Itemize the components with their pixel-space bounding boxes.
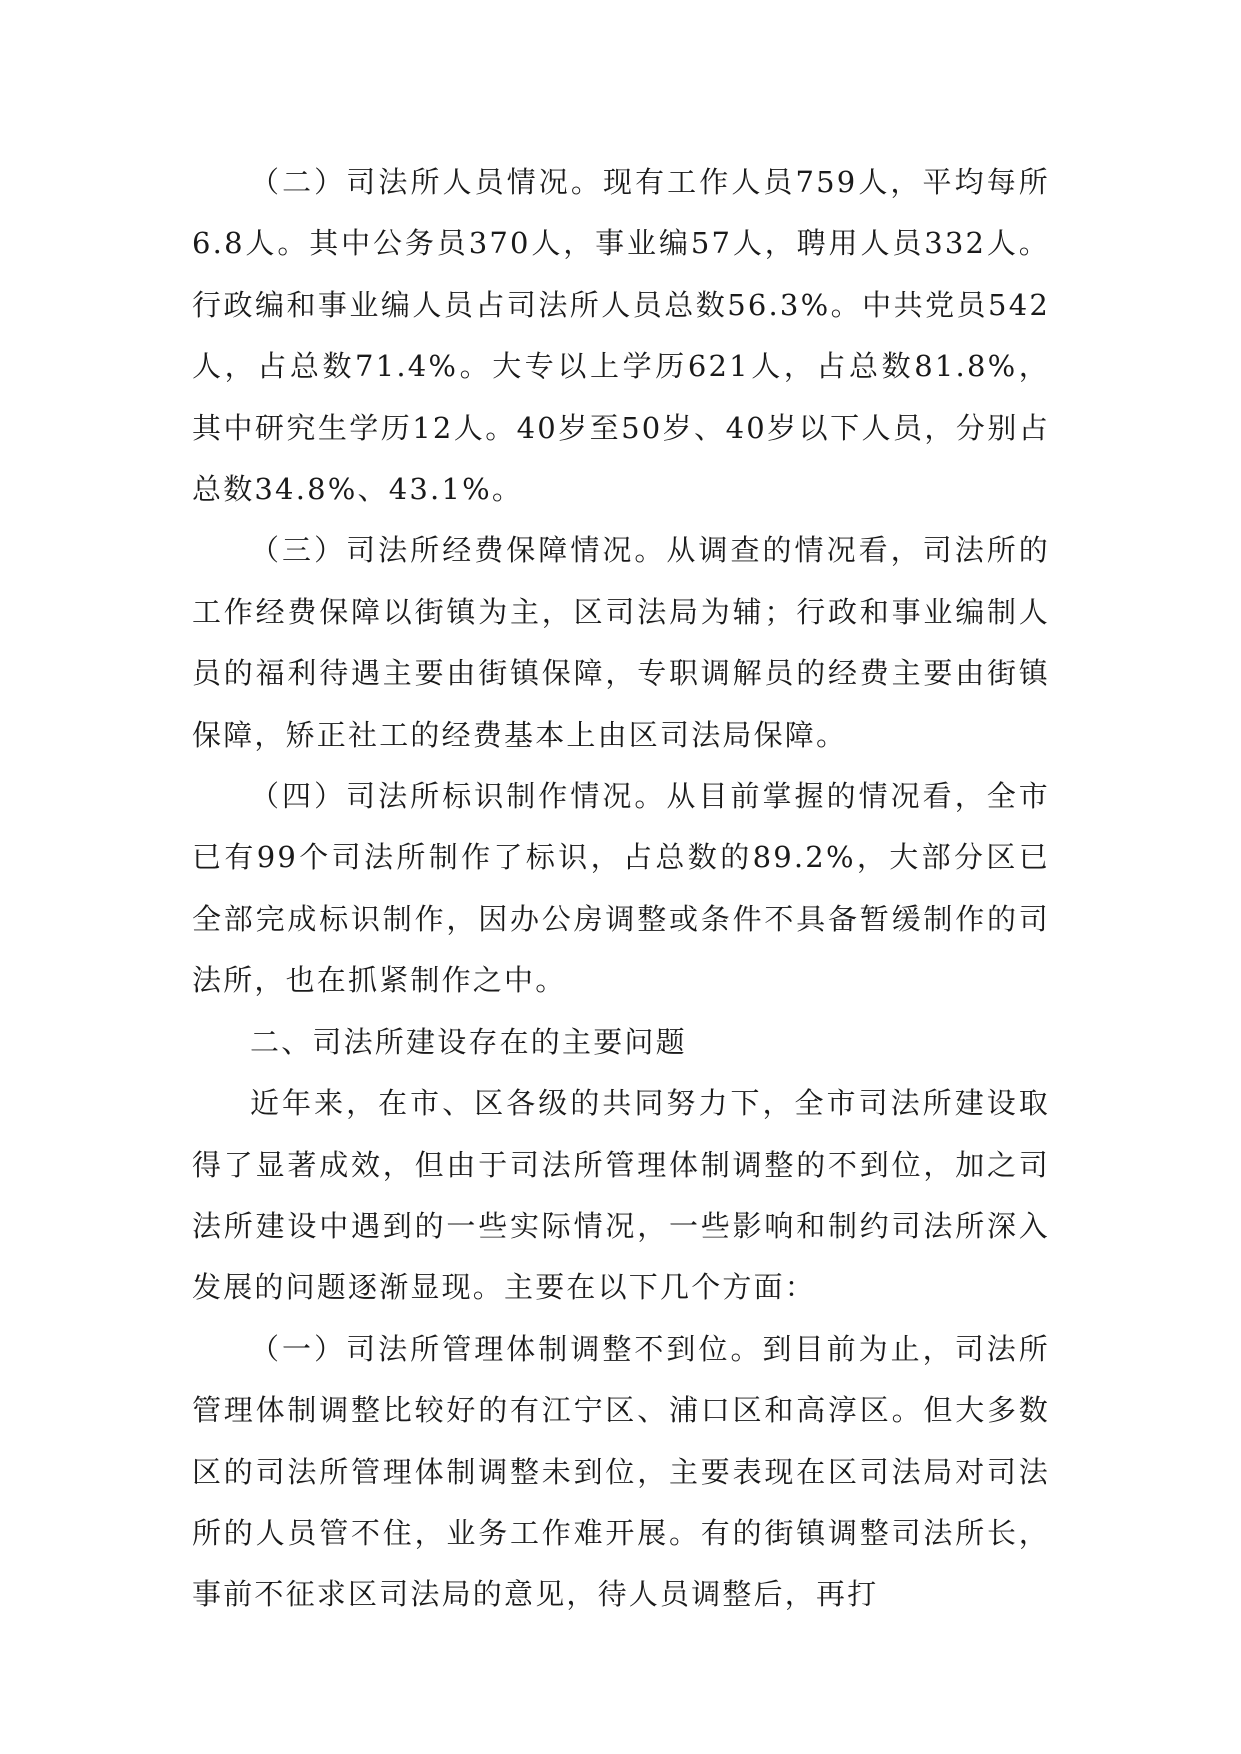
paragraph-staffing: （二）司法所人员情况。现有工作人员759人，平均每所6.8人。其中公务员370人，事业编57人，聘用人员332人。行政编和事业编人员占司法所人员总数56.3%。中共党员542人，占总数71.4%。大专以上学历621人，占总数81.8%，其中研究生学历12人。40岁至50岁、40岁以下人员，分别占总数34.8%、43.1%。: [192, 165, 1050, 507]
paragraph-intro-problems: 近年来，在市、区各级的共同努力下，全市司法所建设取得了显著成效，但由于司法所管理体制调整的不到位，加之司法所建设中遇到的一些实际情况，一些影响和制约司法所深入发展的问题逐渐显现。主要在以下几个方面：: [192, 1086, 1050, 1305]
paragraph-management-system: （一）司法所管理体制调整不到位。到目前为止，司法所管理体制调整比较好的有江宁区、浦口区和高淳区。但大多数区的司法所管理体制调整未到位，主要表现在区司法局对司法所的人员管不住，业务工作难开展。有的街镇调整司法所长，事前不征求区司法局的意见，待人员调整后，再打: [192, 1331, 1050, 1612]
paragraph-funding: （三）司法所经费保障情况。从调查的情况看，司法所的工作经费保障以街镇为主，区司法局为辅；行政和事业编制人员的福利待遇主要由街镇保障，专职调解员的经费主要由街镇保障，矫正社工的经费基本上由区司法局保障。: [192, 533, 1050, 752]
section-heading-problems: 二、司法所建设存在的主要问题: [250, 1024, 687, 1059]
paragraph-signage: （四）司法所标识制作情况。从目前掌握的情况看，全市已有99个司法所制作了标识，占总数的89.2%，大部分区已全部完成标识制作，因办公房调整或条件不具备暂缓制作的司法所，也在抓紧制作之中。: [192, 779, 1050, 998]
document-body: [192, 152, 1050, 1626]
